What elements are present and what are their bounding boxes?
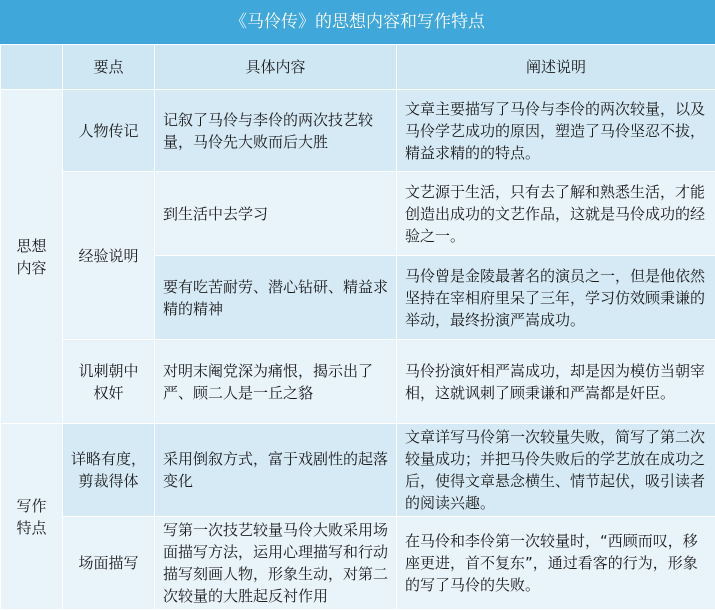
point-cell: 场面描写 bbox=[63, 517, 155, 610]
content-cell: 要有吃苦耐劳、潜心钻研、精益求精的精神 bbox=[155, 256, 397, 340]
header-cell-content: 具体内容 bbox=[155, 45, 397, 90]
point-cell: 讥刺朝中 权奸 bbox=[63, 340, 155, 424]
content-cell: 对明末阉党深为痛恨，揭示出了严、顾二人是一丘之貉 bbox=[155, 340, 397, 424]
content-cell: 到生活中去学习 bbox=[155, 172, 397, 256]
header-cell-blank bbox=[1, 45, 63, 90]
table-row bbox=[1, 340, 715, 424]
header-cell-point: 要点 bbox=[63, 45, 155, 90]
content-cell: 采用倒叙方式，富于戏剧性的起落变化 bbox=[155, 424, 397, 517]
summary-table bbox=[0, 44, 715, 610]
explain-cell: 马伶曾是金陵最著名的演员之一，但是他依然坚持在宰相府里呆了三年，学习仿效顾秉谦的举动，最终扮演严嵩成功。 bbox=[397, 256, 715, 340]
table-row bbox=[1, 90, 715, 172]
explain-cell: 文艺源于生活，只有去了解和熟悉生活，才能创造出成功的文艺作品，这就是马伶成功的经验之一。 bbox=[397, 172, 715, 256]
group-label-thought: 思想 内容 bbox=[1, 90, 63, 424]
table-header-row bbox=[1, 45, 715, 90]
explain-cell: 马伶扮演奸相严嵩成功，却是因为模仿当朝宰相，这就讽刺了顾秉谦和严嵩都是奸臣。 bbox=[397, 340, 715, 424]
header-cell-explain: 阐述说明 bbox=[397, 45, 715, 90]
explain-cell: 文章主要描写了马伶与李伶的两次较量，以及马伶学艺成功的原因，塑造了马伶坚忍不拔，精益求精的的特点。 bbox=[397, 90, 715, 172]
page-title: 《马伶传》的思想内容和写作特点 bbox=[0, 0, 715, 44]
point-cell: 详略有度， 剪裁得体 bbox=[63, 424, 155, 517]
group-label-writing: 写作 特点 bbox=[1, 424, 63, 610]
explain-cell: 文章详写马伶第一次较量失败，简写了第二次较量成功；并把马伶失败后的学艺放在成功之后，使得文章悬念横生、情节起伏，吸引读者的阅读兴趣。 bbox=[397, 424, 715, 517]
content-cell: 写第一次技艺较量马伶大败采用场面描写方法，运用心理描写和行动描写刻画人物，形象生动，对第二次较量的大胜起反衬作用 bbox=[155, 517, 397, 610]
table-row bbox=[1, 172, 715, 256]
table-row bbox=[1, 517, 715, 610]
content-cell: 记叙了马伶与李伶的两次技艺较量，马伶先大败而后大胜 bbox=[155, 90, 397, 172]
point-cell: 人物传记 bbox=[63, 90, 155, 172]
explain-cell: 在马伶和李伶第一次较量时，“西顾而叹，移座更进，首不复东”，通过看客的行为，形象的写了马伶的失败。 bbox=[397, 517, 715, 610]
point-cell: 经验说明 bbox=[63, 172, 155, 340]
table-row bbox=[1, 424, 715, 517]
